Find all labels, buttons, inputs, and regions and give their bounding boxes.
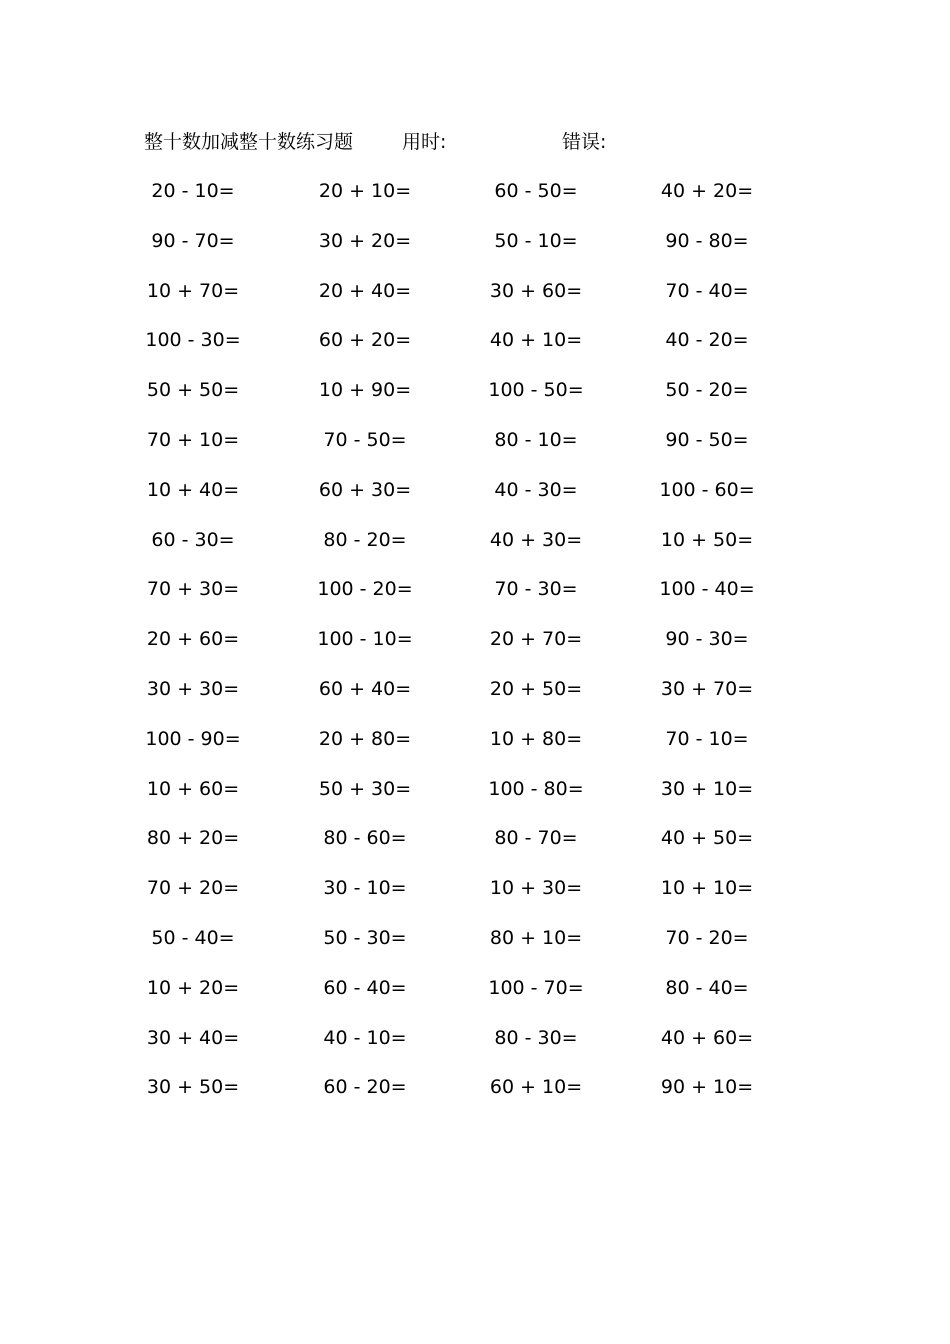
problem-item: 70 - 30= — [494, 578, 578, 601]
problem-item: 50 + 30= — [318, 777, 412, 800]
problem-item: 30 + 60= — [489, 279, 583, 302]
problem-row — [0, 574, 950, 624]
problem-item: 70 - 20= — [665, 926, 749, 949]
problem-item: 60 - 20= — [323, 1076, 407, 1099]
problem-item: 40 + 10= — [489, 329, 583, 352]
problem-item: 30 + 20= — [318, 229, 412, 252]
problem-item: 60 - 40= — [323, 976, 407, 999]
problem-item: 40 - 10= — [323, 1026, 407, 1049]
problem-item: 30 - 10= — [323, 877, 407, 900]
problem-item: 70 - 40= — [665, 279, 749, 302]
problem-item: 30 + 70= — [660, 677, 754, 700]
problem-item: 100 - 50= — [488, 379, 584, 402]
problem-item: 40 + 20= — [660, 180, 754, 202]
problem-item: 40 + 50= — [660, 827, 754, 850]
problem-item: 60 + 10= — [489, 1076, 583, 1099]
problem-item: 100 - 10= — [317, 628, 413, 651]
problem-item: 40 - 20= — [665, 329, 749, 352]
problem-item: 10 + 40= — [146, 478, 240, 501]
problem-item: 100 - 70= — [488, 976, 584, 999]
problem-row — [0, 873, 950, 923]
problem-item: 40 + 30= — [489, 528, 583, 551]
problem-item: 50 - 40= — [151, 926, 235, 949]
problem-item: 90 - 30= — [665, 628, 749, 651]
problem-item: 80 - 40= — [665, 976, 749, 999]
problem-item: 60 + 20= — [318, 329, 412, 352]
problem-row — [0, 375, 950, 425]
problem-item: 10 + 70= — [146, 279, 240, 302]
problem-row — [0, 276, 950, 326]
problem-row — [0, 1072, 950, 1122]
problem-item: 100 - 20= — [317, 578, 413, 601]
problem-item: 90 - 70= — [151, 229, 235, 252]
problem-item: 20 - 10= — [151, 180, 235, 202]
problem-item: 10 + 90= — [318, 379, 412, 402]
problem-item: 70 + 30= — [146, 578, 240, 601]
problem-row — [0, 774, 950, 824]
problem-item: 10 + 80= — [489, 727, 583, 750]
error-count-label: 错误: — [562, 131, 607, 153]
problem-item: 100 - 90= — [145, 727, 241, 750]
problem-item: 10 + 20= — [146, 976, 240, 999]
problem-item: 90 - 80= — [665, 229, 749, 252]
problem-item: 70 - 10= — [665, 727, 749, 750]
problem-item: 30 + 50= — [146, 1076, 240, 1099]
problem-row — [0, 823, 950, 873]
problem-row — [0, 176, 950, 226]
problem-item: 10 + 30= — [489, 877, 583, 900]
problem-item: 80 - 70= — [494, 827, 578, 850]
problem-item: 60 - 50= — [494, 180, 578, 202]
problem-item: 50 + 50= — [146, 379, 240, 402]
problem-item: 50 - 20= — [665, 379, 749, 402]
problem-row — [0, 674, 950, 724]
problem-row — [0, 1023, 950, 1073]
problem-item: 70 + 20= — [146, 877, 240, 900]
problem-item: 50 - 30= — [323, 926, 407, 949]
problem-item: 30 + 40= — [146, 1026, 240, 1049]
problem-row — [0, 226, 950, 276]
problem-item: 20 + 80= — [318, 727, 412, 750]
problem-item: 20 + 10= — [318, 180, 412, 202]
problem-row — [0, 425, 950, 475]
problem-item: 80 - 20= — [323, 528, 407, 551]
problem-item: 20 + 40= — [318, 279, 412, 302]
problem-item: 30 + 30= — [146, 677, 240, 700]
problem-item: 10 + 60= — [146, 777, 240, 800]
problem-row — [0, 475, 950, 525]
problem-item: 100 - 60= — [659, 478, 755, 501]
problem-row — [0, 525, 950, 575]
problem-item: 40 - 30= — [494, 478, 578, 501]
problem-row — [0, 624, 950, 674]
problem-row — [0, 724, 950, 774]
problem-item: 80 + 20= — [146, 827, 240, 850]
worksheet-header — [144, 128, 744, 156]
problem-item: 70 - 50= — [323, 428, 407, 451]
problem-grid — [0, 176, 950, 1122]
problem-item: 60 - 30= — [151, 528, 235, 551]
problem-item: 80 - 60= — [323, 827, 407, 850]
problem-item: 80 - 10= — [494, 428, 578, 451]
problem-item: 50 - 10= — [494, 229, 578, 252]
problem-item: 80 - 30= — [494, 1026, 578, 1049]
problem-item: 40 + 60= — [660, 1026, 754, 1049]
problem-item: 90 + 10= — [660, 1076, 754, 1099]
problem-row — [0, 923, 950, 973]
problem-item: 20 + 60= — [146, 628, 240, 651]
problem-item: 80 + 10= — [489, 926, 583, 949]
worksheet-title: 整十数加减整十数练习题 — [144, 131, 354, 153]
problem-item: 90 - 50= — [665, 428, 749, 451]
problem-item: 100 - 80= — [488, 777, 584, 800]
problem-item: 20 + 70= — [489, 628, 583, 651]
problem-item: 70 + 10= — [146, 428, 240, 451]
problem-row — [0, 973, 950, 1023]
problem-item: 100 - 40= — [659, 578, 755, 601]
problem-item: 30 + 10= — [660, 777, 754, 800]
problem-item: 10 + 50= — [660, 528, 754, 551]
problem-item: 20 + 50= — [489, 677, 583, 700]
problem-item: 10 + 10= — [660, 877, 754, 900]
problem-item: 100 - 30= — [145, 329, 241, 352]
time-used-label: 用时: — [402, 131, 447, 153]
problem-item: 60 + 30= — [318, 478, 412, 501]
problem-row — [0, 325, 950, 375]
problem-item: 60 + 40= — [318, 677, 412, 700]
